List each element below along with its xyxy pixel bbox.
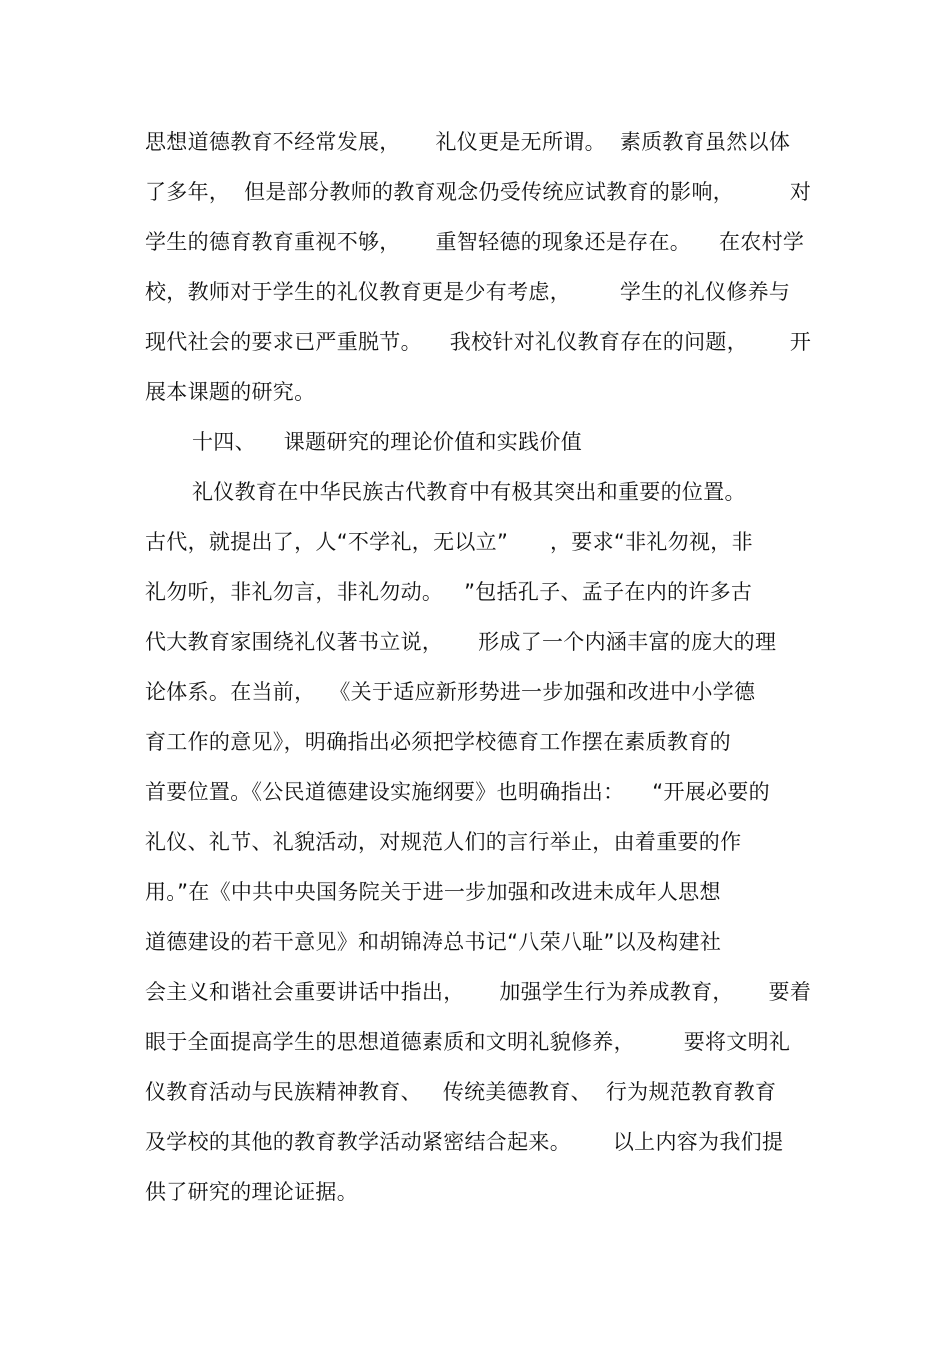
text-line: 现代社会的要求已严重脱节。 我校针对礼仪教育存在的问题， 开: [145, 330, 812, 354]
text-line: 思想道德教育不经常发展， 礼仪更是无所谓。 素质教育虽然以体: [145, 130, 791, 154]
text-line: 用。”在《中共中央国务院关于进一步加强和改进未成年人思想: [145, 880, 721, 904]
text-line: 育工作的意见》，明确指出必须把学校德育工作摆在素质教育的: [145, 730, 731, 754]
text-line: 礼仪教育在中华民族古代教育中有极其突出和重要的位置。: [192, 480, 746, 504]
text-line: 道德建设的若干意见》和胡锦涛总书记“八荣八耻”以及构建社: [145, 930, 722, 954]
text-line: 礼仪、礼节、礼貌活动，对规范人们的言行举止，由着重要的作: [145, 830, 742, 854]
text-line: 眼于全面提高学生的思想道德素质和文明礼貌修养， 要将文明礼: [145, 1030, 791, 1054]
section-heading: 十四、 课题研究的理论价值和实践价值: [192, 430, 582, 454]
text-line: 古代，就提出了，人“不学礼，无以立” ，要求“非礼勿视，非: [145, 530, 753, 554]
text-line: 及学校的其他的教育教学活动紧密结合起来。 以上内容为我们提: [145, 1130, 784, 1154]
text-line: 会主义和谐社会重要讲话中指出， 加强学生行为养成教育， 要着: [145, 980, 812, 1004]
text-line: 仪教育活动与民族精神教育、 传统美德教育、 行为规范教育教育: [145, 1080, 777, 1104]
text-line: 学生的德育教育重视不够， 重智轻德的现象还是存在。 在农村学: [145, 230, 805, 254]
text-line: 展本课题的研究。: [145, 380, 316, 404]
text-line: 礼勿听，非礼勿言，非礼勿动。 ”包括孔子、孟子在内的许多古: [145, 580, 753, 604]
text-line: 供了研究的理论证据。: [145, 1180, 358, 1204]
text-line: 校，教师对于学生的礼仪教育更是少有考虑， 学生的礼仪修养与: [145, 280, 791, 304]
text-line: 论体系。在当前， 《关于适应新形势进一步加强和改进中小学德: [145, 680, 756, 704]
text-line: 首要位置。《公民道德建设实施纲要》也明确指出： “开展必要的: [145, 780, 770, 804]
text-line: 代大教育家围绕礼仪著书立说， 形成了一个内涵丰富的庞大的理: [145, 630, 777, 654]
text-line: 了多年， 但是部分教师的教育观念仍受传统应试教育的影响， 对: [145, 180, 812, 204]
